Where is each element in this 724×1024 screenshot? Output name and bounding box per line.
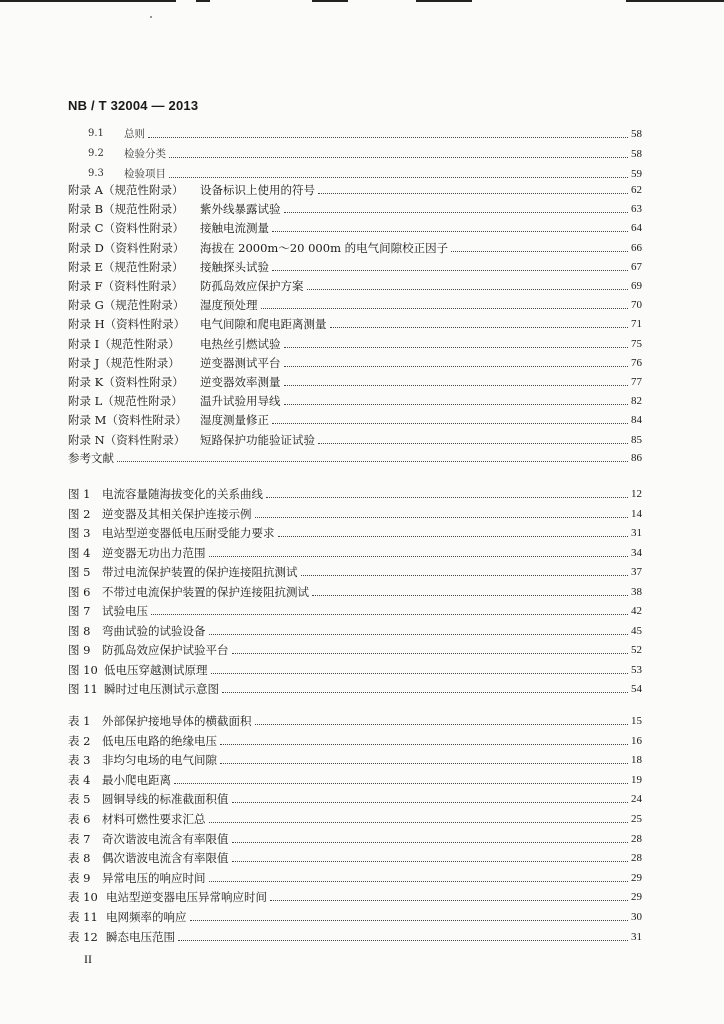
dot-leader xyxy=(318,193,628,194)
entry-title: 最小爬电距离 xyxy=(102,772,171,787)
entry-page-number: 67 xyxy=(631,260,642,273)
entry-title: 弯曲试验的试验设备 xyxy=(102,623,206,638)
entry-title: 非均匀电场的电气间隙 xyxy=(102,753,217,768)
toc-appendix-entry[interactable] xyxy=(68,218,642,236)
toc-references-entry[interactable] xyxy=(68,448,642,466)
entry-number: 表 10 xyxy=(68,890,98,905)
dot-leader xyxy=(232,861,629,862)
entry-page-number: 86 xyxy=(631,452,642,464)
entry-title: 湿度测量修正 xyxy=(200,413,269,428)
entry-number: 附录 C（资料性附录） xyxy=(68,221,184,236)
entry-title: 检验分类 xyxy=(124,148,166,160)
toc-table-entry[interactable] xyxy=(68,907,642,925)
entry-number: 表 9 xyxy=(68,870,91,885)
entry-number: 表 8 xyxy=(68,851,91,866)
dot-leader xyxy=(174,783,628,784)
entry-title: 海拔在 2000m～20 000m 的电气间隙校正因子 xyxy=(200,240,449,255)
dot-leader xyxy=(117,461,628,462)
entry-number: 附录 A（规范性附录） xyxy=(68,183,184,197)
dot-leader xyxy=(190,920,629,921)
entry-page-number: 69 xyxy=(631,280,642,292)
dot-leader xyxy=(284,404,629,405)
toc-table-entry[interactable] xyxy=(68,868,642,886)
entry-page-number: 64 xyxy=(631,222,642,235)
entry-number: 附录 J（规范性附录） xyxy=(68,355,180,370)
entry-page-number: 54 xyxy=(631,683,642,695)
document-code-header: NB / T 32004 — 2013 xyxy=(68,98,199,113)
entry-number: 表 12 xyxy=(68,929,98,944)
entry-title: 电网频率的响应 xyxy=(106,910,187,924)
entry-page-number: 37 xyxy=(631,566,642,578)
entry-page-number: 31 xyxy=(631,930,642,943)
entry-title: 逆变器测试平台 xyxy=(200,355,281,370)
entry-title: 低电压穿越测试原理 xyxy=(104,662,208,677)
dot-leader xyxy=(284,366,629,367)
scan-border-line xyxy=(312,0,348,2)
entry-page-number: 18 xyxy=(631,754,642,767)
dot-leader xyxy=(220,744,628,745)
entry-number: 图 7 xyxy=(68,604,91,618)
dot-leader xyxy=(169,157,628,158)
dot-leader xyxy=(209,822,629,823)
dot-leader xyxy=(178,940,628,941)
entry-page-number: 76 xyxy=(631,356,642,369)
entry-page-number: 16 xyxy=(631,734,642,747)
entry-page-number: 30 xyxy=(631,911,642,923)
entry-number: 图 3 xyxy=(68,526,91,540)
entry-title: 接触电流测量 xyxy=(200,221,269,236)
dot-leader xyxy=(266,497,628,498)
entry-title: 防孤岛效应保护方案 xyxy=(200,279,304,293)
entry-number: 图 9 xyxy=(68,643,91,657)
dot-leader xyxy=(151,614,628,615)
entry-number: 附录 L（规范性附录） xyxy=(68,394,183,409)
entry-page-number: 31 xyxy=(631,527,642,539)
toc-appendix-entry[interactable] xyxy=(68,391,642,409)
entry-title: 逆变器及其相关保护连接示例 xyxy=(102,506,252,521)
entry-page-number: 62 xyxy=(631,184,642,196)
dot-leader xyxy=(307,289,629,290)
scan-border-line xyxy=(626,0,724,2)
dot-leader xyxy=(284,347,629,348)
toc-figure-entry[interactable] xyxy=(68,660,642,678)
toc-table-entry[interactable] xyxy=(68,770,642,788)
entry-number: 附录 H（资料性附录） xyxy=(68,317,186,332)
entry-title: 奇次谐波电流含有率限值 xyxy=(102,831,229,846)
dot-leader xyxy=(232,802,629,803)
entry-page-number: 53 xyxy=(631,663,642,676)
entry-number: 9.2 xyxy=(88,148,104,159)
dot-leader xyxy=(261,308,629,309)
entry-number: 表 2 xyxy=(68,733,91,748)
entry-number: 表 6 xyxy=(68,812,91,826)
entry-title: 不带过电流保护装置的保护连接阻抗测试 xyxy=(102,584,309,599)
entry-title: 异常电压的响应时间 xyxy=(102,870,206,885)
toc-table-entry[interactable] xyxy=(68,848,642,866)
toc-appendix-entry[interactable] xyxy=(68,295,642,313)
entry-page-number: 28 xyxy=(631,852,642,865)
entry-page-number: 34 xyxy=(631,546,642,559)
dot-leader xyxy=(330,327,629,328)
entry-title: 总则 xyxy=(124,128,145,140)
entry-page-number: 25 xyxy=(631,813,642,825)
entry-number: 9.3 xyxy=(88,168,104,179)
entry-page-number: 29 xyxy=(631,871,642,884)
toc-table-entry[interactable] xyxy=(68,711,642,729)
entry-page-number: 24 xyxy=(631,793,642,806)
entry-number: 表 3 xyxy=(68,753,91,768)
toc-appendix-entry[interactable] xyxy=(68,257,642,275)
entry-page-number: 29 xyxy=(631,891,642,904)
toc-table-entry[interactable] xyxy=(68,731,642,749)
entry-title: 瞬时过电压测试示意图 xyxy=(104,682,219,696)
toc-appendix-entry[interactable] xyxy=(68,353,642,371)
dot-leader xyxy=(270,900,628,901)
entry-page-number: 85 xyxy=(631,433,642,446)
dot-leader xyxy=(255,517,629,518)
dot-leader xyxy=(232,842,629,843)
entry-number: 附录 B（规范性附录） xyxy=(68,202,184,217)
dot-leader xyxy=(272,423,628,424)
entry-title: 参考文献 xyxy=(68,451,114,465)
entry-number: 表 5 xyxy=(68,792,91,807)
entry-page-number: 45 xyxy=(631,624,642,637)
entry-number: 附录 N（资料性附录） xyxy=(68,432,186,447)
dot-leader xyxy=(255,724,629,725)
toc-appendix-entry[interactable] xyxy=(68,276,642,294)
toc-figure-entry[interactable] xyxy=(68,679,642,697)
entry-title: 逆变器效率测量 xyxy=(200,375,281,389)
entry-page-number: 75 xyxy=(631,337,642,350)
entry-title: 接触探头试验 xyxy=(200,259,269,274)
dot-leader xyxy=(272,270,628,271)
entry-page-number: 38 xyxy=(631,585,642,598)
toc-table-entry[interactable] xyxy=(68,829,642,847)
toc-appendix-entry[interactable] xyxy=(68,410,642,428)
dot-leader xyxy=(284,212,629,213)
entry-title: 湿度预处理 xyxy=(200,298,258,313)
toc-figure-entry[interactable] xyxy=(68,562,642,580)
toc-appendix-entry[interactable] xyxy=(68,334,642,352)
entry-page-number: 58 xyxy=(631,148,642,160)
entry-title: 紫外线暴露试验 xyxy=(200,202,281,217)
entry-title: 低电压电路的绝缘电压 xyxy=(102,733,217,748)
entry-title: 外部保护接地导体的横截面积 xyxy=(102,714,252,728)
entry-title: 防孤岛效应保护试验平台 xyxy=(102,643,229,657)
entry-number: 附录 K（资料性附录） xyxy=(68,375,184,389)
dot-leader xyxy=(272,231,628,232)
entry-title: 带过电流保护装置的保护连接阻抗测试 xyxy=(102,565,298,579)
dot-leader xyxy=(312,595,628,596)
dot-leader xyxy=(220,763,628,764)
toc-section-entry[interactable] xyxy=(88,124,642,142)
entry-number: 9.1 xyxy=(88,128,104,139)
entry-page-number: 59 xyxy=(631,168,642,180)
dot-leader xyxy=(209,556,629,557)
dot-leader xyxy=(211,673,629,674)
entry-page-number: 15 xyxy=(631,715,642,727)
entry-title: 电流容量随海拔变化的关系曲线 xyxy=(102,487,263,501)
entry-number: 图 6 xyxy=(68,584,91,599)
toc-appendix-entry[interactable] xyxy=(68,180,642,198)
scan-border-line xyxy=(416,0,472,2)
toc-appendix-entry[interactable] xyxy=(68,314,642,332)
entry-page-number: 70 xyxy=(631,299,642,312)
entry-page-number: 19 xyxy=(631,773,642,786)
toc-appendix-entry[interactable] xyxy=(68,430,642,448)
entry-number: 附录 M（资料性附录） xyxy=(68,413,187,428)
entry-page-number: 63 xyxy=(631,203,642,216)
entry-title: 电站型逆变器电压异常响应时间 xyxy=(106,890,267,905)
entry-number: 图 8 xyxy=(68,623,91,638)
entry-title: 试验电压 xyxy=(102,604,148,618)
toc-figure-entry[interactable] xyxy=(68,640,642,658)
entry-title: 温升试验用导线 xyxy=(200,394,281,409)
dot-leader xyxy=(451,251,628,252)
toc-figure-entry[interactable] xyxy=(68,621,642,639)
entry-page-number: 12 xyxy=(631,488,642,500)
scan-speck xyxy=(150,16,152,18)
toc-figure-entry[interactable] xyxy=(68,484,642,502)
toc-figure-entry[interactable] xyxy=(68,523,642,541)
entry-page-number: 84 xyxy=(631,414,642,427)
toc-table-entry[interactable] xyxy=(68,809,642,827)
dot-leader xyxy=(169,177,628,178)
dot-leader xyxy=(301,575,629,576)
scan-border-line xyxy=(0,0,176,2)
toc-table-entry[interactable] xyxy=(68,750,642,768)
entry-number: 附录 I（规范性附录） xyxy=(68,336,180,351)
entry-number: 图 10 xyxy=(68,662,98,677)
entry-page-number: 77 xyxy=(631,376,642,388)
toc-appendix-entry[interactable] xyxy=(68,238,642,256)
dot-leader xyxy=(148,137,628,138)
toc-table-entry[interactable] xyxy=(68,927,642,945)
entry-page-number: 28 xyxy=(631,832,642,845)
entry-number: 图 1 xyxy=(68,487,91,501)
entry-title: 检验项目 xyxy=(124,168,166,180)
toc-table-entry[interactable] xyxy=(68,789,642,807)
dot-leader xyxy=(209,881,629,882)
entry-number: 表 11 xyxy=(68,910,98,924)
toc-appendix-entry[interactable] xyxy=(68,199,642,217)
entry-title: 设备标识上使用的符号 xyxy=(200,183,315,197)
entry-page-number: 52 xyxy=(631,644,642,656)
dot-leader xyxy=(318,443,628,444)
entry-title: 电气间隙和爬电距离测量 xyxy=(200,317,327,332)
toc-figure-entry[interactable] xyxy=(68,582,642,600)
page-number: II xyxy=(84,952,92,966)
toc-table-entry[interactable] xyxy=(68,887,642,905)
entry-title: 逆变器无功出力范围 xyxy=(102,545,206,560)
entry-number: 图 11 xyxy=(68,682,98,696)
dot-leader xyxy=(209,634,629,635)
entry-number: 图 5 xyxy=(68,565,91,579)
entry-page-number: 14 xyxy=(631,507,642,520)
entry-title: 电站型逆变器低电压耐受能力要求 xyxy=(102,526,275,540)
entry-title: 偶次谐波电流含有率限值 xyxy=(102,851,229,866)
dot-leader xyxy=(278,536,629,537)
scan-border-line xyxy=(196,0,210,2)
entry-number: 附录 E（规范性附录） xyxy=(68,259,184,274)
entry-page-number: 66 xyxy=(631,241,642,254)
entry-number: 表 4 xyxy=(68,772,91,787)
toc-section-entry[interactable] xyxy=(88,144,642,162)
entry-number: 附录 D（资料性附录） xyxy=(68,240,185,255)
dot-leader xyxy=(232,653,629,654)
entry-title: 短路保护功能验证试验 xyxy=(200,432,315,447)
entry-number: 附录 F（资料性附录） xyxy=(68,279,184,293)
entry-page-number: 71 xyxy=(631,318,642,331)
dot-leader xyxy=(222,692,628,693)
toc-figure-entry[interactable] xyxy=(68,504,642,522)
entry-title: 材料可燃性要求汇总 xyxy=(102,812,206,826)
toc-figure-entry[interactable] xyxy=(68,601,642,619)
entry-title: 圆铜导线的标准截面积值 xyxy=(102,792,229,807)
entry-page-number: 58 xyxy=(631,128,642,140)
entry-number: 图 2 xyxy=(68,506,91,521)
entry-page-number: 42 xyxy=(631,605,642,617)
toc-appendix-entry[interactable] xyxy=(68,372,642,390)
dot-leader xyxy=(284,385,629,386)
entry-title: 瞬态电压范围 xyxy=(106,929,175,944)
entry-number: 表 1 xyxy=(68,714,91,728)
entry-number: 附录 G（规范性附录） xyxy=(68,298,185,313)
entry-page-number: 82 xyxy=(631,395,642,408)
entry-title: 电热丝引燃试验 xyxy=(200,336,281,351)
entry-number: 图 4 xyxy=(68,545,91,560)
entry-number: 表 7 xyxy=(68,831,91,846)
toc-figure-entry[interactable] xyxy=(68,543,642,561)
